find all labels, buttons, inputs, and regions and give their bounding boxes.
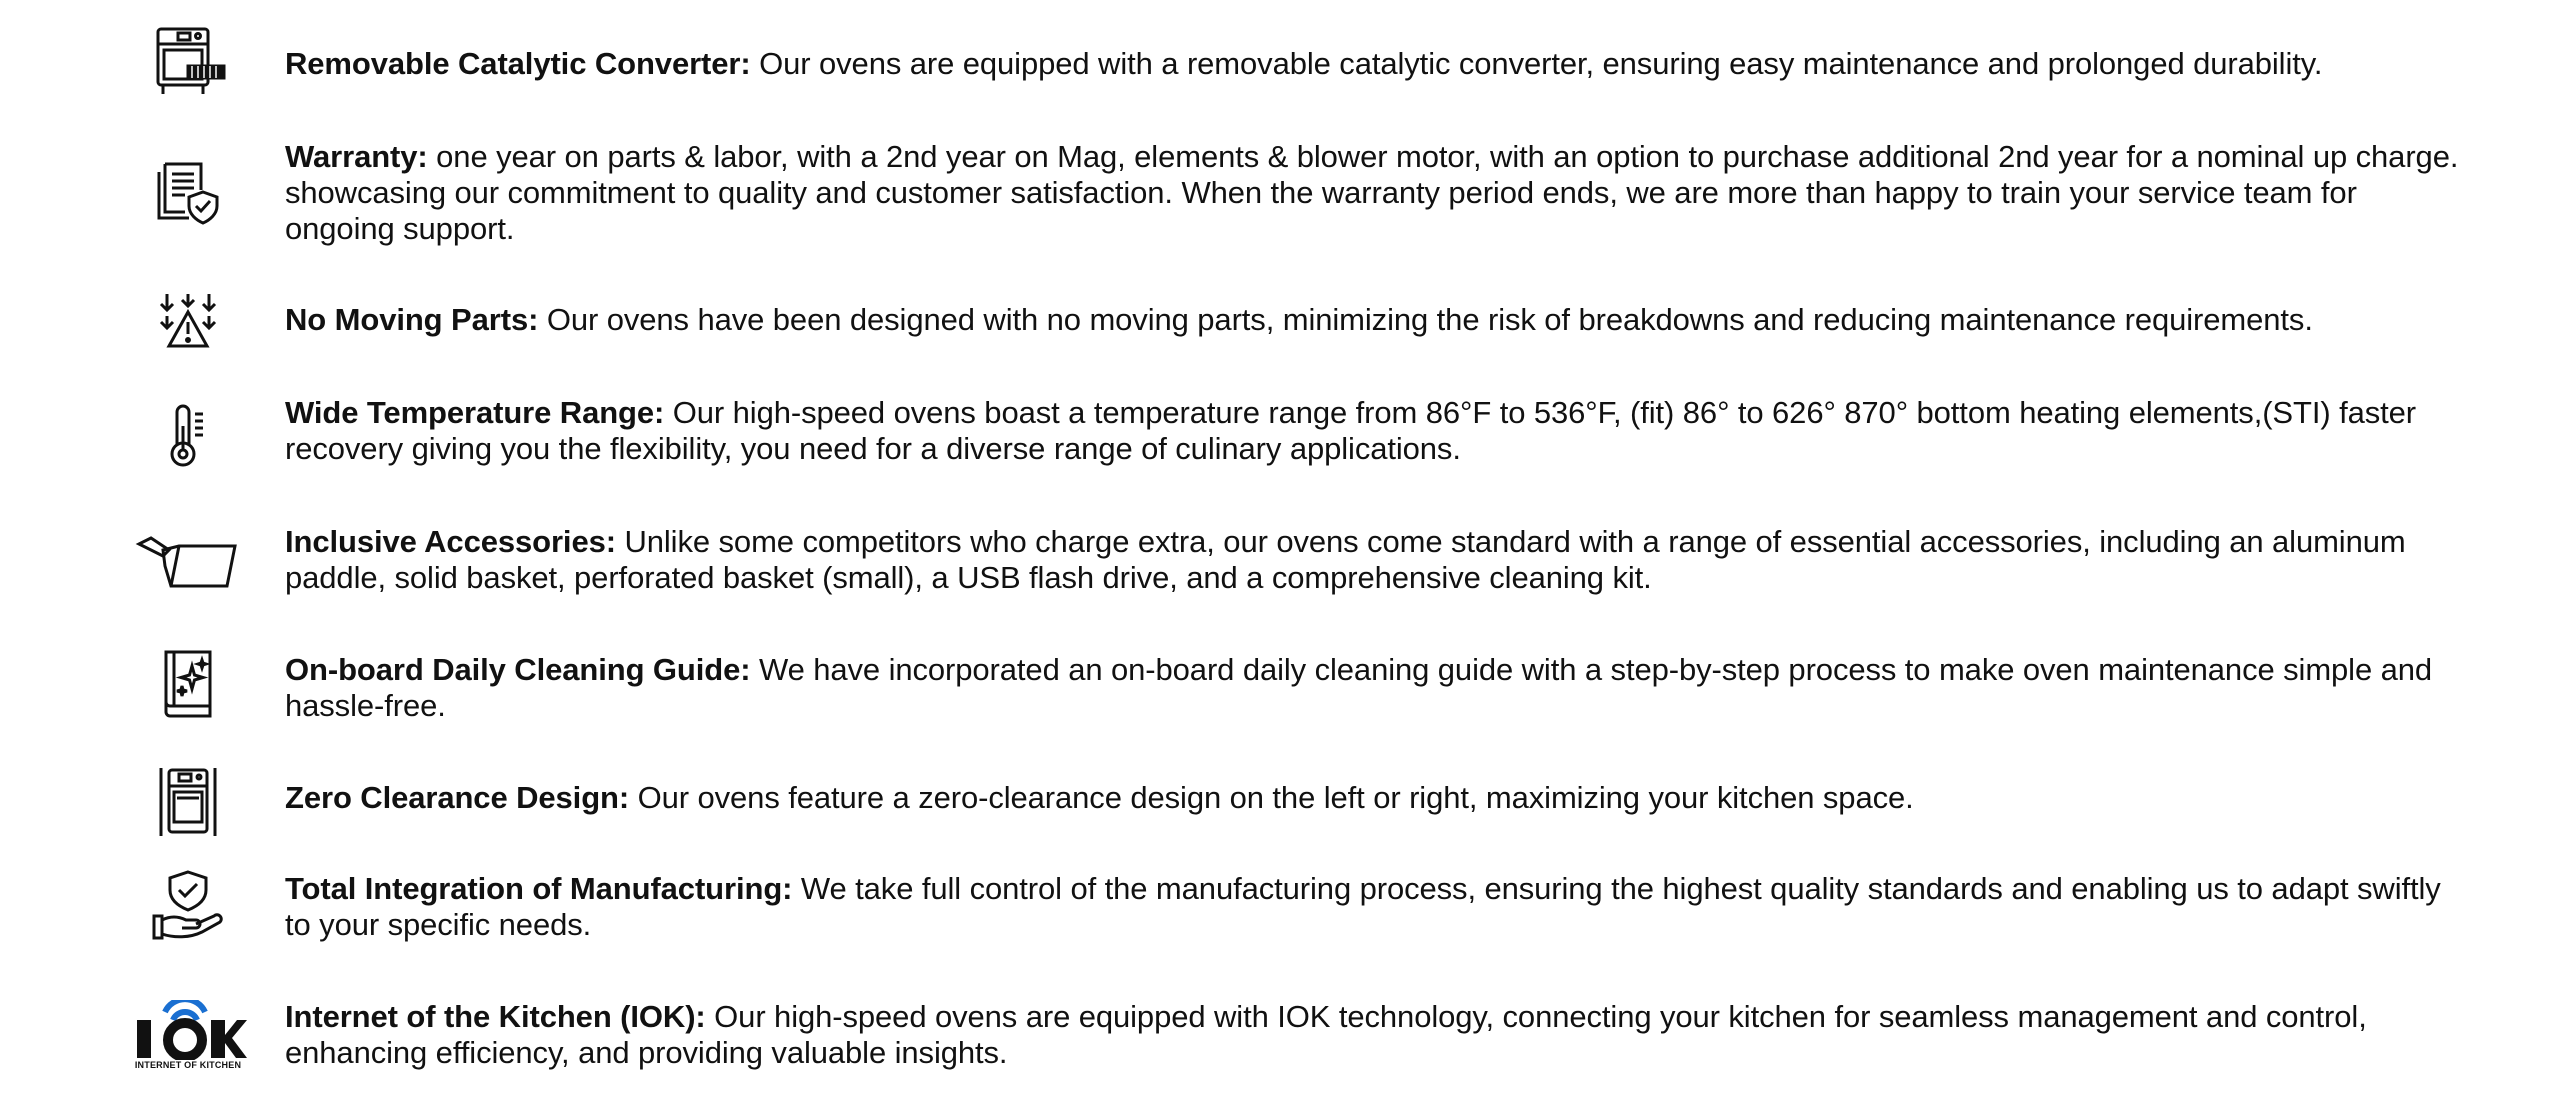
feature-title: Zero Clearance Design:	[285, 780, 630, 815]
feature-body: Our ovens feature a zero-clearance design on the left or right, maximizing your kitchen space.	[629, 780, 1914, 815]
warranty-document-shield-icon	[128, 160, 248, 226]
feature-body: Our ovens are equipped with a removable catalytic converter, ensuring easy maintenance and prolonged durability.	[750, 46, 2323, 81]
feature-text	[285, 302, 2465, 338]
feature-title: On-board Daily Cleaning Guide:	[285, 652, 751, 687]
thermometer-icon	[128, 404, 248, 468]
feature-body: Our ovens have been designed with no moving parts, minimizing the risk of breakdowns and reducing maintenance requirements.	[538, 302, 2313, 337]
feature-body: We take full control of the manufacturing process, ensuring the highest quality standards and enabling us to adapt swiftly to your specific needs.	[285, 871, 2441, 942]
zero-clearance-oven-icon	[128, 766, 248, 838]
oven-catalytic-icon	[128, 26, 248, 98]
cleaning-guide-book-icon	[128, 648, 248, 718]
iok-logo-subtitle: INTERNET OF KITCHEN	[134, 1060, 242, 1070]
feature-title: Wide Temperature Range:	[285, 395, 665, 430]
feature-body: Our high-speed ovens boast a temperature range from 86°F to 536°F, (fit) 86° to 626° 870° bottom heating elements,(STI) faster recovery giving you the flexibility, you need for a diverse range of culinary applications.	[285, 395, 2417, 466]
iok-logo-icon	[128, 1000, 248, 1070]
feature-title: Internet of the Kitchen (IOK):	[285, 999, 706, 1034]
feature-text	[285, 139, 2465, 247]
feature-text	[285, 524, 2465, 596]
feature-title: Inclusive Accessories:	[285, 524, 616, 559]
feature-body: Unlike some competitors who charge extra, our ovens come standard with a range of essential accessories, including an aluminum paddle, solid basket, perforated basket (small), a USB flash drive, and a comprehensive cleaning kit.	[285, 524, 2406, 595]
feature-body: one year on parts & labor, with a 2nd year on Mag, elements & blower motor, with an option to purchase additional 2nd year for a nominal up charge. showcasing our commitment to quality and customer satisfaction. When the warranty period ends, we are more than happy to train your service team for ongoing support.	[285, 139, 2459, 246]
feature-text	[285, 46, 2465, 82]
feature-title: Removable Catalytic Converter:	[285, 46, 751, 81]
feature-text	[285, 780, 2465, 816]
feature-title: Warranty:	[285, 139, 428, 174]
feature-text	[285, 652, 2465, 724]
no-moving-parts-warning-icon	[128, 290, 248, 352]
feature-body: We have incorporated an on-board daily cleaning guide with a step-by-step process to make oven maintenance simple and hassle-free.	[285, 652, 2433, 723]
feature-text	[285, 999, 2465, 1071]
feature-title: No Moving Parts:	[285, 302, 539, 337]
paddle-icon	[128, 536, 248, 588]
feature-text	[285, 871, 2465, 943]
feature-body: Our high-speed ovens are equipped with IOK technology, connecting your kitchen for seamless management and control, enhancing efficiency, and providing valuable insights.	[285, 999, 2367, 1070]
feature-text	[285, 395, 2465, 467]
feature-title: Total Integration of Manufacturing:	[285, 871, 793, 906]
hand-shield-check-icon	[128, 868, 248, 942]
